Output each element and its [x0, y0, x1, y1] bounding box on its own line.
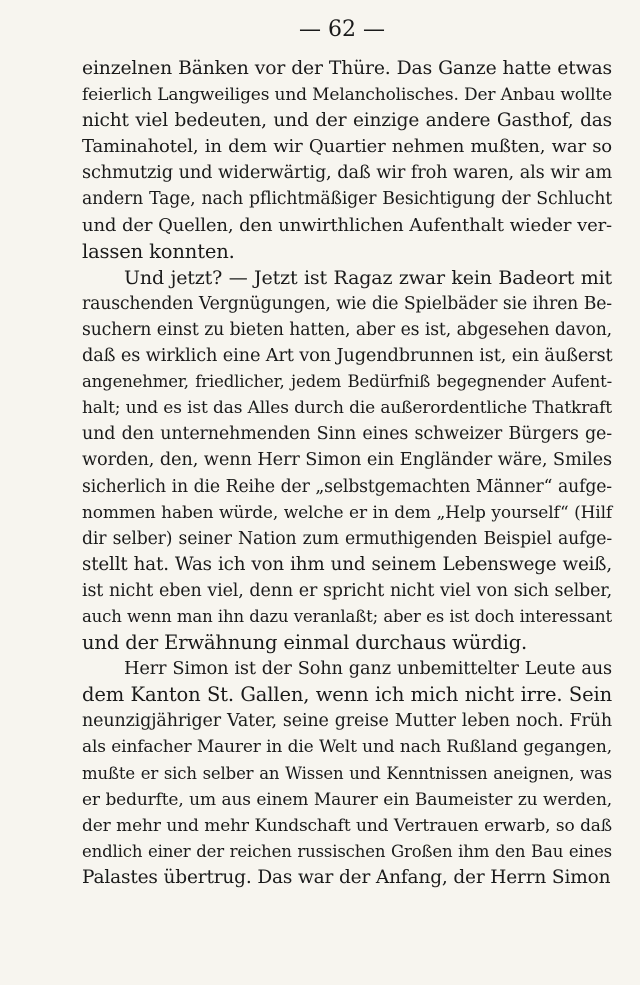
text-line: und der Erwähnung einmal durchaus würdig. — [82, 631, 528, 655]
text-line: und der Quellen, den unwirthlichen Aufenthalt wieder ver- — [82, 214, 612, 236]
text-line: dir selber) seiner Nation zum ermuthigenden Beispiel aufge- — [82, 528, 612, 549]
text-line: Herr Simon ist der Sohn ganz unbemittelter Leute aus — [124, 659, 612, 680]
text-line: Und jetzt? — Jetzt ist Ragaz zwar kein Badeort mit — [124, 266, 612, 289]
text-line: ist nicht eben viel, denn er spricht nicht viel von sich selber, — [82, 580, 612, 601]
text-line: andern Tage, nach pflichtmäßiger Besichtigung der Schlucht — [82, 189, 612, 210]
paragraph — [82, 56, 612, 265]
body-text — [82, 56, 612, 891]
text-line: neunzigjähriger Vater, seine greise Mutter leben noch. Früh — [82, 711, 612, 732]
text-line: endlich einer der reichen russischen Großen ihm den Bau eines — [82, 841, 612, 861]
text-line: der mehr und mehr Kundschaft und Vertrauen erwarb, so daß — [82, 815, 612, 836]
text-line: Palastes übertrug. Das war der Anfang, der Herrn Simon — [82, 866, 611, 888]
text-line: er bedurfte, um aus einem Maurer ein Baumeister zu werden, — [82, 789, 612, 810]
text-line: Taminahotel, in dem wir Quartier nehmen mußten, war so — [82, 136, 612, 158]
text-line: angenehmer, friedlicher, jedem Bedürfniß begegnender Aufent- — [82, 372, 612, 392]
text-line: nicht viel bedeuten, und der einzige andere Gasthof, das — [82, 110, 612, 132]
text-line: halt; und es ist das Alles durch die außerordentliche Thatkraft — [82, 398, 612, 419]
text-line: suchern einst zu bieten hatten, aber es ist, abgesehen davon, — [82, 319, 612, 340]
text-line: dem Kanton St. Gallen, wenn ich mich nicht irre. Sein — [82, 683, 612, 707]
text-line: daß es wirklich eine Art von Jugendbrunnen ist, ein äußerst — [82, 346, 613, 367]
text-line: feierlich Langweiliges und Melancholisches. Der Anbau wollte — [82, 85, 612, 106]
text-line: mußte er sich selber an Wissen und Kenntnissen aneignen, was — [82, 763, 612, 783]
text-line: und den unternehmenden Sinn eines schweizer Bürgers ge- — [82, 424, 612, 445]
text-line: sicherlich in die Reihe der „selbstgemachten Männer“ aufge- — [82, 476, 612, 497]
text-line: auch wenn man ihn dazu veranlaßt; aber es ist doch interessant — [82, 606, 612, 626]
paragraph — [82, 265, 612, 656]
page-number: — 62 — — [299, 17, 385, 42]
text-line: schmutzig und widerwärtig, daß wir froh waren, als wir am — [82, 163, 612, 184]
text-line: als einfacher Maurer in die Welt und nach Rußland gegangen, — [82, 737, 612, 758]
text-line: einzelnen Bänken vor der Thüre. Das Ganze hatte etwas — [82, 58, 612, 79]
text-line: nommen haben würde, welche er in dem „Help yourself“ (Hilf — [82, 502, 612, 523]
text-line: rauschenden Vergnügungen, wie die Spielbäder sie ihren Be- — [82, 293, 612, 314]
text-line: lassen konnten. — [82, 239, 235, 263]
text-line: stellt hat. Was ich von ihm und seinem Lebenswege weiß, — [82, 553, 612, 575]
text-line: worden, den, wenn Herr Simon ein Engländer wäre, Smiles — [82, 450, 612, 471]
paragraph — [82, 656, 612, 891]
